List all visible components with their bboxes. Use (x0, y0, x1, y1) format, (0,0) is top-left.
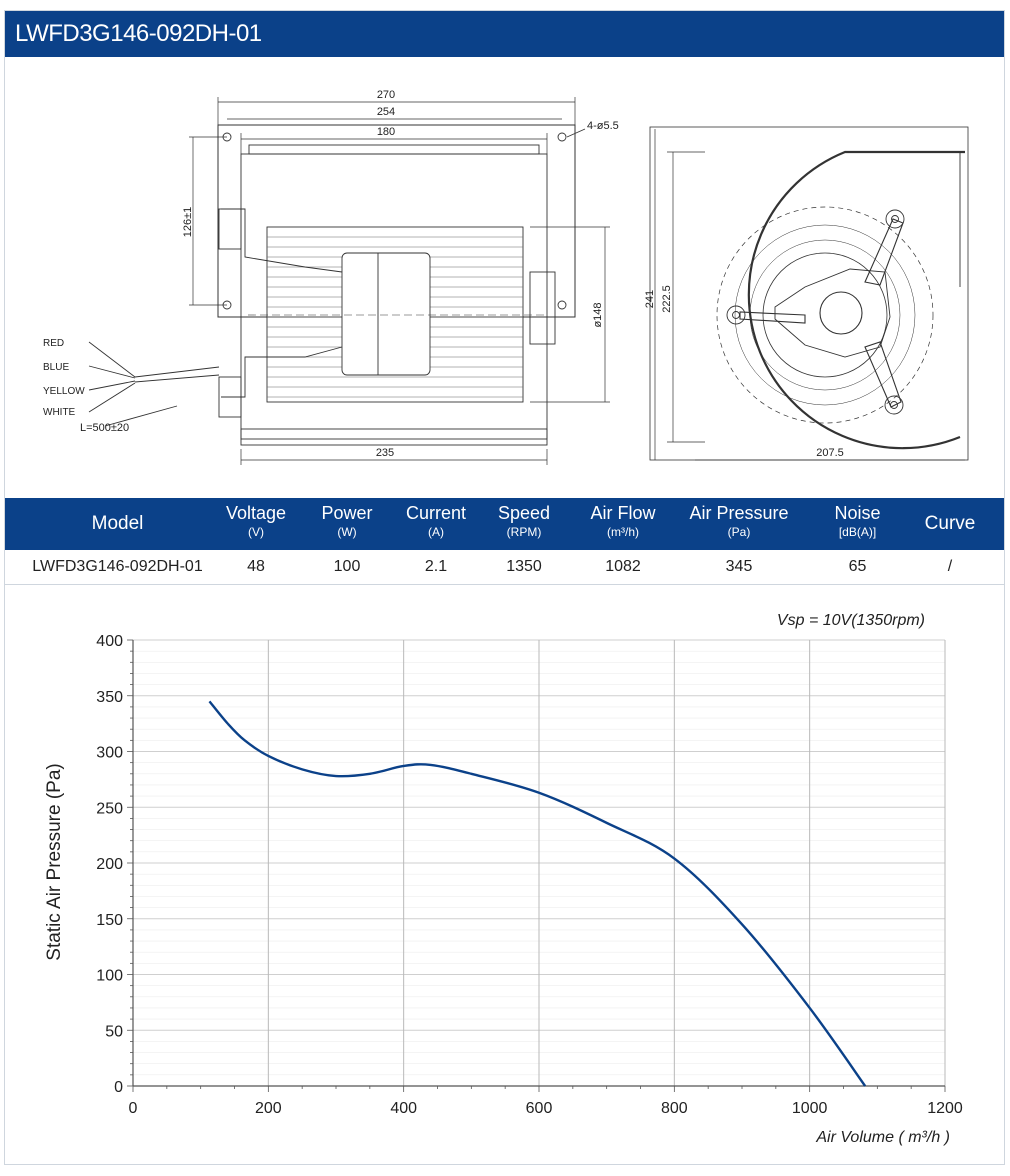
y-tick-label: 0 (114, 1079, 123, 1096)
col-airflow: Air Flow (m³/h) (590, 503, 656, 539)
cell-current: 2.1 (424, 558, 448, 575)
dim-126: 126±1 (182, 206, 194, 238)
x-tick-labels (129, 1100, 963, 1117)
dim-148: ø148 (592, 302, 604, 328)
front-view (650, 127, 968, 460)
x-tick-label: 600 (525, 1100, 553, 1117)
y-tick-label: 300 (96, 744, 123, 762)
technical-drawing (5, 57, 1004, 497)
dim-180: 180 (376, 126, 396, 138)
chart-annotation: Vsp = 10V(1350rpm) (776, 612, 925, 629)
y-tick-label: 250 (96, 800, 123, 818)
y-tick-label: 400 (96, 633, 123, 650)
y-tick-label: 150 (96, 911, 123, 929)
page-title: LWFD3G146-092DH-01 (15, 20, 262, 47)
col-noise: Noise [dB(A)] (834, 503, 881, 539)
side-view (135, 125, 575, 445)
dim-254: 254 (376, 106, 396, 118)
x-tick-label: 200 (254, 1100, 282, 1117)
y-tick-label: 350 (96, 688, 123, 706)
cell-curve: / (947, 558, 953, 575)
dim-270: 270 (376, 89, 396, 101)
series-line (209, 701, 865, 1086)
wire-label-red: RED (43, 338, 65, 349)
y-tick-label: 200 (96, 856, 123, 873)
cell-noise: 65 (848, 558, 867, 575)
col-current: Current (A) (405, 503, 467, 539)
cell-speed: 1350 (506, 558, 542, 575)
col-power: Power (W) (321, 503, 373, 539)
cell-airflow: 1082 (605, 558, 641, 575)
y-axis-label: Static Air Pressure (Pa) (44, 763, 65, 961)
spec-table-row (5, 550, 1004, 585)
col-curve: Curve (924, 513, 976, 534)
dim-207-5: 207.5 (816, 447, 844, 459)
y-tick-label: 100 (96, 967, 123, 985)
wire-label-white: WHITE (43, 407, 76, 418)
x-tick-label: 0 (128, 1100, 138, 1117)
dim-holes: 4-ø5.5 (587, 120, 619, 132)
cell-pressure: 345 (725, 558, 753, 575)
wire-leads (89, 342, 177, 426)
x-axis-label: Air Volume ( m³/h ) (816, 1129, 950, 1146)
col-speed: Speed (RPM) (497, 503, 551, 539)
title-bar (5, 11, 1004, 57)
x-tick-label: 400 (390, 1100, 418, 1117)
col-pressure: Air Pressure (Pa) (689, 503, 789, 539)
col-voltage: Voltage (V) (225, 503, 287, 539)
dim-222-5: 222.5 (661, 285, 673, 313)
cell-model: LWFD3G146-092DH-01 (32, 558, 203, 575)
y-tick-labels (96, 633, 123, 1096)
x-tick-label: 1000 (791, 1100, 828, 1117)
x-tick-label: 800 (660, 1100, 688, 1117)
dim-241: 241 (644, 289, 656, 309)
cell-power: 100 (333, 558, 361, 575)
cell-voltage: 48 (247, 558, 265, 575)
pressure-curve-chart (5, 590, 1004, 1160)
wire-label-blue: BLUE (43, 362, 70, 373)
wire-label-yellow: YELLOW (43, 386, 85, 397)
dim-235: 235 (375, 447, 395, 459)
y-tick-label: 50 (105, 1023, 123, 1041)
dim-cable-length: L=500±20 (80, 422, 130, 434)
x-tick-label: 1200 (927, 1100, 963, 1117)
col-model: Model (91, 513, 144, 534)
spec-table-header (5, 498, 1004, 550)
